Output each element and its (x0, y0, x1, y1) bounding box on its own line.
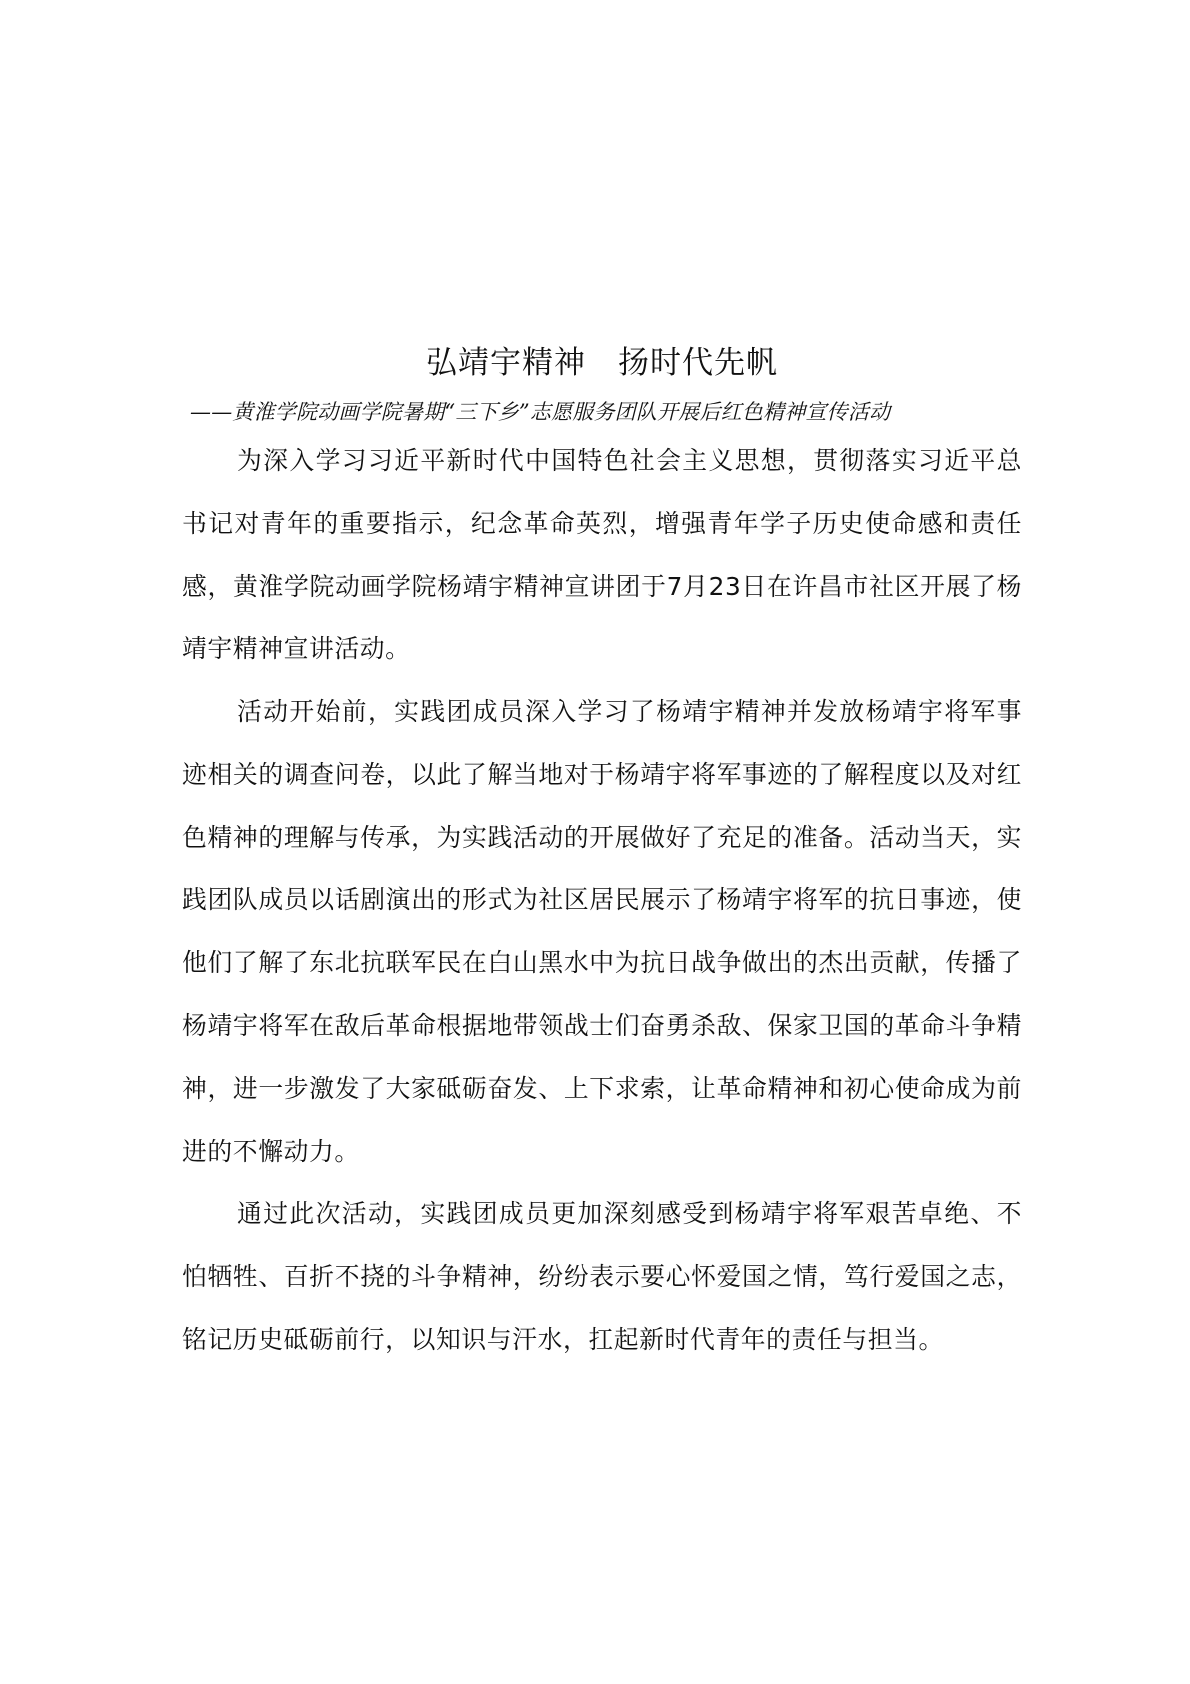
paragraph-intro: 为深入学习习近平新时代中国特色社会主义思想，贯彻落实习近平总书记对青年的重要指示，纪念革命英烈，增强青年学子历史使命感和责任感，黄淮学院动画学院杨靖宇精神宣讲团于7月23日在许昌市社区开展了杨靖宇精神宣讲活动。 (182, 446, 1022, 664)
paragraph-conclusion: 通过此次活动，实践团成员更加深刻感受到杨靖宇将军艰苦卓绝、不怕牺牲、百折不挠的斗争精神，纷纷表示要心怀爱国之情，笃行爱国之志，铭记历史砥砺前行，以知识与汗水，扛起新时代青年的责任与担当。 (182, 1199, 1022, 1354)
document-subtitle: ——黄淮学院动画学院暑期“三下乡”志愿服务团队开展后红色精神宣传活动 (190, 400, 891, 424)
document-title: 弘靖宇精神 扬时代先帆 (426, 345, 778, 381)
paragraph-activity: 活动开始前，实践团成员深入学习了杨靖宇精神并发放杨靖宇将军事迹相关的调查问卷，以此了解当地对于杨靖宇将军事迹的了解程度以及对红色精神的理解与传承，为实践活动的开展做好了充足的准备。活动当天，实践团队成员以话剧演出的形式为社区居民展示了杨靖宇将军的抗日事迹，使他们了解了东北抗联军民在白山黑水中为抗日战争做出的杰出贡献，传播了杨靖宇将军在敌后革命根据地带领战士们奋勇杀敌、保家卫国的革命斗争精神，进一步激发了大家砥砺奋发、上下求索，让革命精神和初心使命成为前进的不懈动力。 (182, 697, 1022, 1166)
